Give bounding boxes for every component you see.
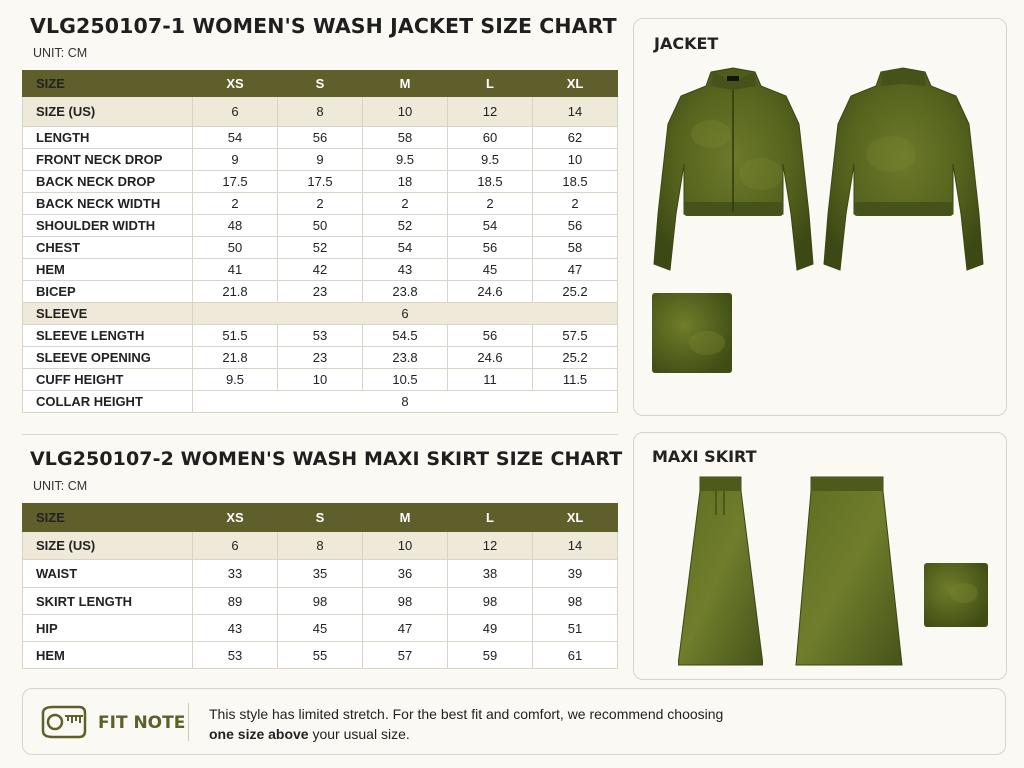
row-label: SIZE (US) — [23, 532, 193, 560]
table-row — [23, 532, 618, 560]
table-cell: 14 — [533, 97, 618, 127]
table-row — [23, 215, 618, 237]
table-cell: 35 — [278, 560, 363, 588]
table-cell: 39 — [533, 560, 618, 588]
table-cell: 2 — [533, 193, 618, 215]
table-cell: 17.5 — [193, 171, 278, 193]
skirt-front-image — [678, 475, 763, 670]
skirt-header-s: S — [278, 504, 363, 532]
table-cell: 98 — [278, 588, 363, 615]
skirt-image-panel — [633, 432, 1007, 680]
table-cell: 54 — [363, 237, 448, 259]
table-cell: 51 — [533, 615, 618, 642]
table-cell: 9.5 — [193, 369, 278, 391]
table-cell: 10 — [533, 149, 618, 171]
table-cell: 38 — [448, 560, 533, 588]
row-label: LENGTH — [23, 127, 193, 149]
table-row — [23, 391, 618, 413]
table-row — [23, 281, 618, 303]
table-cell: 56 — [278, 127, 363, 149]
jacket-back-image — [821, 64, 986, 279]
fit-note-box — [22, 688, 1006, 755]
row-label: SLEEVE LENGTH — [23, 325, 193, 347]
skirt-header-size: SIZE — [23, 504, 193, 532]
table-cell: 56 — [448, 237, 533, 259]
row-label: BACK NECK WIDTH — [23, 193, 193, 215]
table-cell: 58 — [533, 237, 618, 259]
skirt-fabric-swatch — [924, 563, 988, 627]
jacket-header-l: L — [448, 71, 533, 97]
jacket-header-xl: XL — [533, 71, 618, 97]
table-cell: 6 — [193, 97, 278, 127]
table-cell: 9.5 — [363, 149, 448, 171]
merged-cell: 8 — [193, 391, 618, 413]
table-cell: 47 — [533, 259, 618, 281]
table-cell: 23 — [278, 347, 363, 369]
table-cell: 53 — [278, 325, 363, 347]
table-row — [23, 588, 618, 615]
table-cell: 12 — [448, 97, 533, 127]
table-cell: 10.5 — [363, 369, 448, 391]
table-cell: 10 — [278, 369, 363, 391]
jacket-unit-label: UNIT: CM — [33, 46, 88, 60]
table-cell: 59 — [448, 642, 533, 669]
table-cell: 2 — [193, 193, 278, 215]
row-label: COLLAR HEIGHT — [23, 391, 193, 413]
skirt-header-xl: XL — [533, 504, 618, 532]
table-cell: 21.8 — [193, 347, 278, 369]
table-row — [23, 193, 618, 215]
table-cell: 36 — [363, 560, 448, 588]
table-cell: 45 — [278, 615, 363, 642]
table-cell: 57.5 — [533, 325, 618, 347]
table-row — [23, 325, 618, 347]
jacket-size-table — [22, 70, 618, 413]
skirt-header-row — [23, 504, 618, 532]
table-row — [23, 347, 618, 369]
table-cell: 49 — [448, 615, 533, 642]
skirt-chart-title: VLG250107-2 WOMEN'S WASH MAXI SKIRT SIZE CHART — [30, 448, 623, 470]
row-label: SLEEVE — [23, 303, 193, 325]
fit-note-text-end: your usual size. — [308, 726, 410, 742]
table-cell: 6 — [193, 532, 278, 560]
jacket-header-s: S — [278, 71, 363, 97]
jacket-header-size: SIZE — [23, 71, 193, 97]
table-cell: 18 — [363, 171, 448, 193]
row-label: CUFF HEIGHT — [23, 369, 193, 391]
table-cell: 53 — [193, 642, 278, 669]
table-cell: 56 — [533, 215, 618, 237]
table-cell: 33 — [193, 560, 278, 588]
table-row — [23, 97, 618, 127]
fit-note-label: FIT NOTE — [98, 713, 186, 733]
table-cell: 9 — [278, 149, 363, 171]
table-cell: 41 — [193, 259, 278, 281]
table-row — [23, 560, 618, 588]
table-cell: 11 — [448, 369, 533, 391]
row-label: BICEP — [23, 281, 193, 303]
row-label: SIZE (US) — [23, 97, 193, 127]
table-cell: 57 — [363, 642, 448, 669]
table-cell: 55 — [278, 642, 363, 669]
table-cell: 45 — [448, 259, 533, 281]
table-cell: 98 — [363, 588, 448, 615]
table-cell: 43 — [363, 259, 448, 281]
skirt-size-table — [22, 503, 618, 669]
table-row — [23, 259, 618, 281]
table-cell: 47 — [363, 615, 448, 642]
table-cell: 58 — [363, 127, 448, 149]
fit-note-divider — [188, 703, 189, 741]
table-cell: 11.5 — [533, 369, 618, 391]
table-cell: 23.8 — [363, 281, 448, 303]
table-cell: 56 — [448, 325, 533, 347]
table-cell: 2 — [363, 193, 448, 215]
table-cell: 50 — [278, 215, 363, 237]
table-cell: 21.8 — [193, 281, 278, 303]
table-row — [23, 369, 618, 391]
table-cell: 98 — [448, 588, 533, 615]
table-row — [23, 149, 618, 171]
skirt-header-l: L — [448, 504, 533, 532]
table-cell: 52 — [278, 237, 363, 259]
table-row — [23, 127, 618, 149]
jacket-header-row — [23, 71, 618, 97]
row-label: SLEEVE OPENING — [23, 347, 193, 369]
row-label: FRONT NECK DROP — [23, 149, 193, 171]
table-row — [23, 171, 618, 193]
jacket-header-xs: XS — [193, 71, 278, 97]
table-cell: 10 — [363, 97, 448, 127]
table-cell: 2 — [448, 193, 533, 215]
table-cell: 24.6 — [448, 281, 533, 303]
fit-note-emphasis: one size above — [209, 726, 309, 742]
table-cell: 23 — [278, 281, 363, 303]
row-label: WAIST — [23, 560, 193, 588]
fit-note-text — [209, 704, 729, 744]
table-cell: 25.2 — [533, 281, 618, 303]
table-cell: 18.5 — [533, 171, 618, 193]
table-cell: 24.6 — [448, 347, 533, 369]
row-label: CHEST — [23, 237, 193, 259]
row-label: SHOULDER WIDTH — [23, 215, 193, 237]
table-cell: 54 — [448, 215, 533, 237]
table-cell: 48 — [193, 215, 278, 237]
table-cell: 60 — [448, 127, 533, 149]
section-divider — [22, 434, 618, 435]
table-cell: 98 — [533, 588, 618, 615]
table-row — [23, 303, 618, 325]
table-cell: 54.5 — [363, 325, 448, 347]
jacket-panel-title: JACKET — [654, 34, 719, 53]
measuring-tape-icon — [39, 705, 87, 739]
row-label: HIP — [23, 615, 193, 642]
table-cell: 2 — [278, 193, 363, 215]
jacket-header-m: M — [363, 71, 448, 97]
table-cell: 52 — [363, 215, 448, 237]
merged-cell: 6 — [193, 303, 618, 325]
row-label: HEM — [23, 642, 193, 669]
jacket-front-image — [651, 64, 816, 279]
table-cell: 10 — [363, 532, 448, 560]
table-cell: 9 — [193, 149, 278, 171]
jacket-fabric-swatch — [652, 293, 732, 373]
skirt-header-m: M — [363, 504, 448, 532]
table-cell: 9.5 — [448, 149, 533, 171]
table-cell: 62 — [533, 127, 618, 149]
table-cell: 18.5 — [448, 171, 533, 193]
table-row — [23, 615, 618, 642]
row-label: HEM — [23, 259, 193, 281]
jacket-image-panel — [633, 18, 1007, 416]
table-cell: 54 — [193, 127, 278, 149]
table-cell: 50 — [193, 237, 278, 259]
fit-note-text-start: This style has limited stretch. For the best fit and comfort, we recommend choosing — [209, 706, 724, 722]
skirt-panel-title: MAXI SKIRT — [652, 447, 757, 466]
table-cell: 25.2 — [533, 347, 618, 369]
table-cell: 42 — [278, 259, 363, 281]
skirt-header-xs: XS — [193, 504, 278, 532]
table-row — [23, 642, 618, 669]
table-cell: 89 — [193, 588, 278, 615]
table-cell: 12 — [448, 532, 533, 560]
table-cell: 23.8 — [363, 347, 448, 369]
table-cell: 17.5 — [278, 171, 363, 193]
skirt-unit-label: UNIT: CM — [33, 479, 88, 493]
row-label: BACK NECK DROP — [23, 171, 193, 193]
skirt-back-image — [794, 475, 904, 670]
table-cell: 43 — [193, 615, 278, 642]
table-cell: 51.5 — [193, 325, 278, 347]
table-row — [23, 237, 618, 259]
row-label: SKIRT LENGTH — [23, 588, 193, 615]
table-cell: 8 — [278, 97, 363, 127]
jacket-chart-title: VLG250107-1 WOMEN'S WASH JACKET SIZE CHART — [30, 14, 617, 38]
table-cell: 14 — [533, 532, 618, 560]
table-cell: 61 — [533, 642, 618, 669]
table-cell: 8 — [278, 532, 363, 560]
